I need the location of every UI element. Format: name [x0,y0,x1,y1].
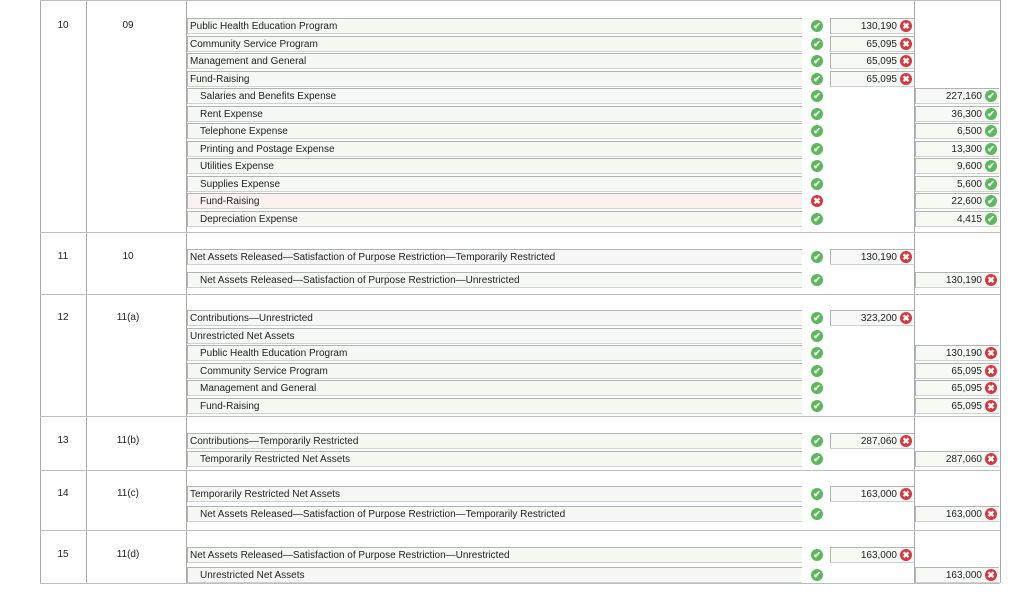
x-circle-icon: ✖ [985,274,997,286]
debit-amount: 163,000 [860,550,897,561]
check-circle-icon: ✔ [811,274,823,286]
check-circle-icon: ✔ [811,160,823,172]
x-circle-icon: ✖ [985,400,997,412]
debit-amount: 65,095 [866,56,897,67]
account-name: Net Assets Released—Satisfaction of Purpose Restriction—Temporarily Restricted [200,509,566,520]
account-name: Public Health Education Program [190,21,338,32]
credit-amount-input[interactable] [915,567,999,583]
entry-number: 14 [57,488,69,499]
x-circle-icon: ✖ [811,195,823,207]
account-name: Net Assets Released—Satisfaction of Purpose Restriction—Temporarily Restricted [190,252,556,263]
debit-amount: 287,060 [860,436,897,447]
credit-amount: 36,300 [951,109,982,120]
check-circle-icon: ✔ [811,213,823,225]
check-circle-icon: ✔ [811,125,823,137]
account-name: Printing and Postage Expense [200,144,335,155]
check-circle-icon: ✔ [811,108,823,120]
check-circle-icon: ✔ [811,330,823,342]
account-select[interactable] [187,486,802,502]
debit-amount: 65,095 [866,39,897,50]
transaction-ref: 11(b) [116,435,140,446]
credit-amount-input[interactable] [915,380,999,396]
transaction-ref: 10 [122,251,134,262]
account-select[interactable] [187,506,802,522]
check-circle-icon: ✔ [811,20,823,32]
entry-number: 10 [57,20,69,31]
credit-amount: 287,060 [945,454,982,465]
debit-amount-input[interactable] [830,547,914,563]
debit-amount: 130,190 [860,252,897,263]
row-divider [40,232,1000,233]
account-name: Unrestricted Net Assets [200,570,305,581]
account-name: Utilities Expense [200,161,274,172]
check-circle-icon: ✔ [985,195,997,207]
grid-column-line [1000,0,1001,583]
account-select[interactable] [187,380,802,396]
credit-amount: 5,600 [956,179,982,190]
check-circle-icon: ✔ [811,508,823,520]
check-circle-icon: ✔ [811,549,823,561]
debit-amount-input[interactable] [830,36,914,52]
check-circle-icon: ✔ [811,435,823,447]
account-select[interactable] [187,249,802,265]
x-circle-icon: ✖ [900,55,912,67]
account-select[interactable] [187,106,802,122]
account-name: Public Health Education Program [200,348,348,359]
row-divider [40,416,1000,417]
credit-amount: 163,000 [945,570,982,581]
check-circle-icon: ✔ [811,178,823,190]
credit-amount: 13,300 [951,144,982,155]
credit-amount-input[interactable] [915,106,999,122]
debit-amount-input[interactable] [830,53,914,69]
check-circle-icon: ✔ [985,125,997,137]
credit-amount: 65,095 [951,366,982,377]
entry-number: 15 [57,549,69,560]
credit-amount: 163,000 [945,509,982,520]
x-circle-icon: ✖ [985,453,997,465]
check-circle-icon: ✔ [985,143,997,155]
credit-amount-input[interactable] [915,158,999,174]
x-circle-icon: ✖ [900,38,912,50]
check-circle-icon: ✔ [811,143,823,155]
check-circle-icon: ✔ [811,365,823,377]
check-circle-icon: ✔ [985,160,997,172]
account-select[interactable] [187,547,802,563]
account-name: Community Service Program [200,366,328,377]
account-select[interactable] [187,345,802,361]
credit-amount-input[interactable] [915,363,999,379]
debit-amount-input[interactable] [830,18,914,34]
account-select[interactable] [187,193,802,209]
x-circle-icon: ✖ [900,20,912,32]
debit-amount-input[interactable] [830,433,914,449]
check-circle-icon: ✔ [811,400,823,412]
account-select[interactable] [187,451,802,467]
account-select[interactable] [187,88,802,104]
x-circle-icon: ✖ [900,435,912,447]
x-circle-icon: ✖ [985,569,997,581]
entry-number: 12 [57,312,69,323]
account-select[interactable] [187,123,802,139]
credit-amount-input[interactable] [915,123,999,139]
check-circle-icon: ✔ [985,213,997,225]
account-name: Depreciation Expense [200,214,298,225]
account-select[interactable] [187,53,802,69]
account-name: Fund-Raising [200,196,260,207]
credit-amount: 6,500 [956,126,982,137]
row-divider [40,294,1000,295]
debit-amount-input[interactable] [830,310,914,326]
credit-amount: 4,415 [956,214,982,225]
check-circle-icon: ✔ [811,488,823,500]
debit-amount-input[interactable] [830,71,914,87]
credit-amount-input[interactable] [915,345,999,361]
account-select[interactable] [187,433,802,449]
transaction-ref: 09 [122,20,134,31]
credit-amount: 9,600 [956,161,982,172]
row-divider [40,470,1000,471]
row-divider [40,530,1000,531]
transaction-ref: 11(c) [116,488,140,499]
credit-amount-input[interactable] [915,88,999,104]
credit-amount-input[interactable] [915,272,999,288]
transaction-ref: 11(d) [116,549,140,560]
x-circle-icon: ✖ [985,508,997,520]
account-select[interactable] [187,310,802,326]
account-select[interactable] [187,176,802,192]
credit-amount: 22,600 [951,196,982,207]
debit-amount: 323,200 [860,313,897,324]
debit-amount-input[interactable] [830,249,914,265]
account-select[interactable] [187,71,802,87]
credit-amount-input[interactable] [915,506,999,522]
account-name: Fund-Raising [190,74,250,85]
x-circle-icon: ✖ [900,251,912,263]
x-circle-icon: ✖ [900,488,912,500]
credit-amount: 65,095 [951,401,982,412]
account-name: Contributions—Unrestricted [190,313,313,324]
account-name: Management and General [190,56,307,67]
account-name: Net Assets Released—Satisfaction of Purpose Restriction—Unrestricted [190,550,510,561]
row-divider [40,583,1000,584]
check-circle-icon: ✔ [811,312,823,324]
account-name: Salaries and Benefits Expense [200,91,337,102]
account-name: Management and General [200,383,317,394]
account-name: Temporarily Restricted Net Assets [190,489,341,500]
credit-amount-input[interactable] [915,141,999,157]
check-circle-icon: ✔ [811,38,823,50]
account-name: Unrestricted Net Assets [190,331,295,342]
account-select[interactable] [187,18,802,34]
x-circle-icon: ✖ [900,73,912,85]
credit-amount: 65,095 [951,383,982,394]
debit-amount: 65,095 [866,74,897,85]
credit-amount-input[interactable] [915,211,999,227]
account-select[interactable] [187,363,802,379]
check-circle-icon: ✔ [811,347,823,359]
check-circle-icon: ✔ [985,108,997,120]
entry-number: 13 [57,435,69,446]
x-circle-icon: ✖ [985,382,997,394]
credit-amount-input[interactable] [915,176,999,192]
account-name: Net Assets Released—Satisfaction of Purpose Restriction—Unrestricted [200,275,520,286]
credit-amount-input[interactable] [915,193,999,209]
check-circle-icon: ✔ [811,90,823,102]
account-select[interactable] [187,211,802,227]
account-select[interactable] [187,272,802,288]
account-select[interactable] [187,567,802,583]
x-circle-icon: ✖ [900,549,912,561]
x-circle-icon: ✖ [985,347,997,359]
debit-amount: 163,000 [860,489,897,500]
check-circle-icon: ✔ [985,178,997,190]
entry-number: 11 [57,251,69,262]
check-circle-icon: ✔ [811,251,823,263]
account-name: Community Service Program [190,39,318,50]
check-circle-icon: ✔ [811,453,823,465]
account-name: Contributions—Temporarily Restricted [190,436,359,447]
account-name: Rent Expense [200,109,263,120]
check-circle-icon: ✔ [811,73,823,85]
x-circle-icon: ✖ [900,312,912,324]
check-circle-icon: ✔ [811,55,823,67]
grid-column-line [86,0,87,583]
account-select[interactable] [187,328,802,344]
credit-amount: 227,160 [945,91,982,102]
transaction-ref: 11(a) [116,312,140,323]
account-name: Telephone Expense [200,126,288,137]
account-select[interactable] [187,36,802,52]
x-circle-icon: ✖ [985,365,997,377]
check-circle-icon: ✔ [811,382,823,394]
row-divider [40,0,1000,1]
check-circle-icon: ✔ [985,90,997,102]
credit-amount-input[interactable] [915,451,999,467]
credit-amount-input[interactable] [915,398,999,414]
check-circle-icon: ✔ [811,569,823,581]
debit-amount: 130,190 [860,21,897,32]
debit-amount-input[interactable] [830,486,914,502]
account-select[interactable] [187,158,802,174]
credit-amount: 130,190 [945,348,982,359]
account-select[interactable] [187,141,802,157]
account-name: Supplies Expense [200,179,281,190]
account-select[interactable] [187,398,802,414]
credit-amount: 130,190 [945,275,982,286]
account-name: Temporarily Restricted Net Assets [200,454,351,465]
account-name: Fund-Raising [200,401,260,412]
